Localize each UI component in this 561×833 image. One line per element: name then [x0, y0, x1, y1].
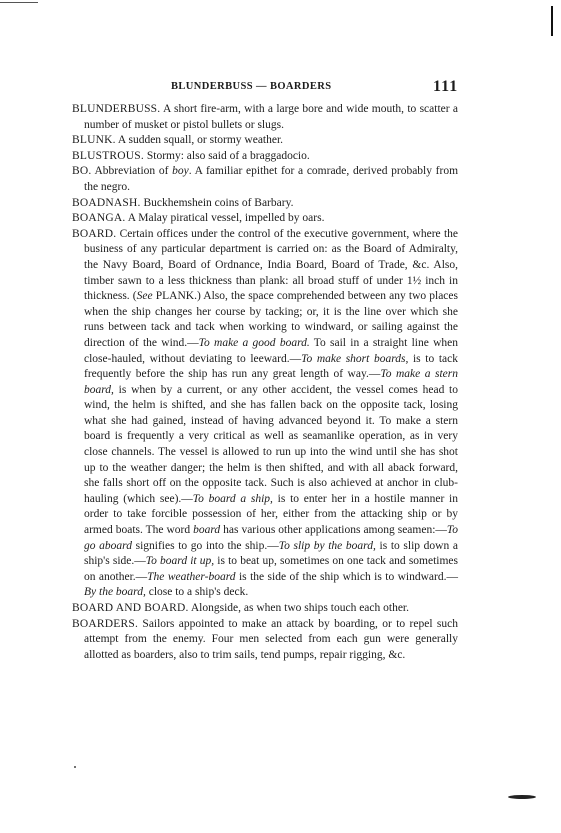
- entry-italic-phrase: The weather-board: [147, 570, 236, 583]
- dictionary-entry: [72, 149, 458, 165]
- scan-speck: [74, 766, 76, 768]
- entry-headword: BOADNASH.: [72, 196, 141, 209]
- dictionary-entry: [72, 196, 458, 212]
- entry-text: Stormy: also said of a braggadocio.: [143, 149, 310, 162]
- running-head: BLUNDERBUSS — BOARDERS: [171, 81, 332, 92]
- entry-text: is the side of the ship which is to windward.—: [235, 570, 458, 583]
- entry-headword: BO.: [72, 165, 92, 178]
- entry-text: PLANK.) Also, the space comprehended between any two places when the ship changes her course by tacking; or, it is the line over which she runs between tack and tack when working to windward, or sailing against the direction of the wind.—: [84, 290, 458, 349]
- ink-swash: [508, 795, 536, 799]
- scan-edge-mark: [0, 2, 38, 3]
- entry-text: Sailors appointed to make an attack by boarding, or to repel such attempt from the enemy. Four men selected from each gun were generally allotted as boarders, also to trim sails, tend pumps, repair rigging, &c.: [84, 617, 458, 661]
- dictionary-entry: [72, 164, 458, 195]
- entry-text: has various other applications among seamen:—: [220, 524, 447, 537]
- entry-text: Abbreviation of: [91, 165, 173, 178]
- entry-headword: BLUNK.: [72, 134, 116, 147]
- entry-italic-phrase: By the board,: [84, 586, 146, 599]
- entry-italic-phrase: To make short boards,: [301, 352, 409, 365]
- entry-italic-phrase: board: [193, 524, 221, 537]
- entry-text: signifies to go into the ship.—: [131, 539, 279, 552]
- entry-text: is to enter her in a hostile manner in order to take forcible possession of her, either from the attacking ship or by armed boats. The word: [84, 492, 458, 537]
- entry-headword: BLUNDERBUSS.: [72, 103, 161, 115]
- entry-text: To sail in a straight line when close-hauled, without deviating to leeward.—: [84, 336, 459, 365]
- entry-text: Alongside, as when two ships touch each other.: [188, 602, 410, 614]
- dictionary-entry: [72, 227, 458, 601]
- entry-text: A short fire-arm, with a large bore and wide mouth, to scatter a number of musket or pistol bullets or slugs.: [84, 103, 458, 131]
- dictionary-entry: [72, 601, 458, 617]
- dictionary-entry: [72, 211, 458, 227]
- entry-headword: BOARD.: [72, 227, 117, 240]
- entry-italic-phrase: See: [136, 290, 153, 303]
- page-number: 111: [433, 78, 459, 95]
- entry-text: . A familiar epithet for a comrade, derived probably from the negro.: [84, 165, 459, 193]
- entry-text: Buckhemshein coins of Barbary.: [140, 196, 294, 209]
- entry-italic-phrase: To board a ship,: [192, 492, 273, 505]
- entry-italic-phrase: To make a good board.: [198, 336, 310, 349]
- entry-text: is to beat up, sometimes on one tack and sometimes on another.—: [84, 555, 459, 583]
- entry-headword: BOANGA.: [72, 212, 126, 225]
- entry-italic-phrase: To go aboard: [84, 524, 458, 552]
- entry-text: Certain offices under the control of the executive government, where the business of any particular department is carried on: as the Board of Admiralty, the Navy Board, Board of Ordnance, India Board, Board of Trade, &c. Also, timber sawn to a less thickness than plank: all broad stuff of under 1½ inch in thickness. (: [84, 227, 458, 303]
- dictionary-entry: [72, 617, 458, 664]
- dictionary-entry: [72, 133, 458, 149]
- entry-headword: BLUSTROUS.: [72, 149, 144, 162]
- entry-italic-phrase: To board it up,: [145, 555, 215, 568]
- entry-headword: BOARD AND BOARD.: [72, 602, 189, 614]
- dictionary-entries: [72, 102, 458, 663]
- entry-headword: BOARDERS.: [72, 617, 139, 630]
- scan-edge-bar: [551, 6, 553, 36]
- entry-text: close to a ship's deck.: [145, 586, 249, 599]
- page-header: [0, 78, 561, 98]
- entry-text: is to slip down a ship's side.—: [84, 539, 458, 568]
- entry-italic-phrase: boy: [172, 165, 189, 178]
- entry-italic-phrase: To make a stern board,: [84, 368, 459, 396]
- entry-text: is to tack frequently before the ship has run any great length of way.—: [84, 352, 458, 381]
- entry-italic-phrase: To slip by the board,: [278, 539, 376, 552]
- entry-text: is when by a current, or any other accident, the vessel comes head to wind, the helm is shifted, and she has fallen back on the opposite tack, losing what she had gained, instead of having advanced beyond it. To make a stern board is frequently a very critical as well as seamanlike operation, as in very close channels. The vessel is allowed to run up into the wind until she has shot up to the weather danger; the helm is then shifted, and with all aback forward, she falls short off on the opposite tack. Such is also achieved at anchor in club-hauling (which see).—: [84, 383, 458, 505]
- entry-text: A Malay piratical vessel, impelled by oars.: [125, 212, 325, 225]
- dictionary-entry: [72, 102, 458, 133]
- entry-text: A sudden squall, or stormy weather.: [115, 134, 284, 147]
